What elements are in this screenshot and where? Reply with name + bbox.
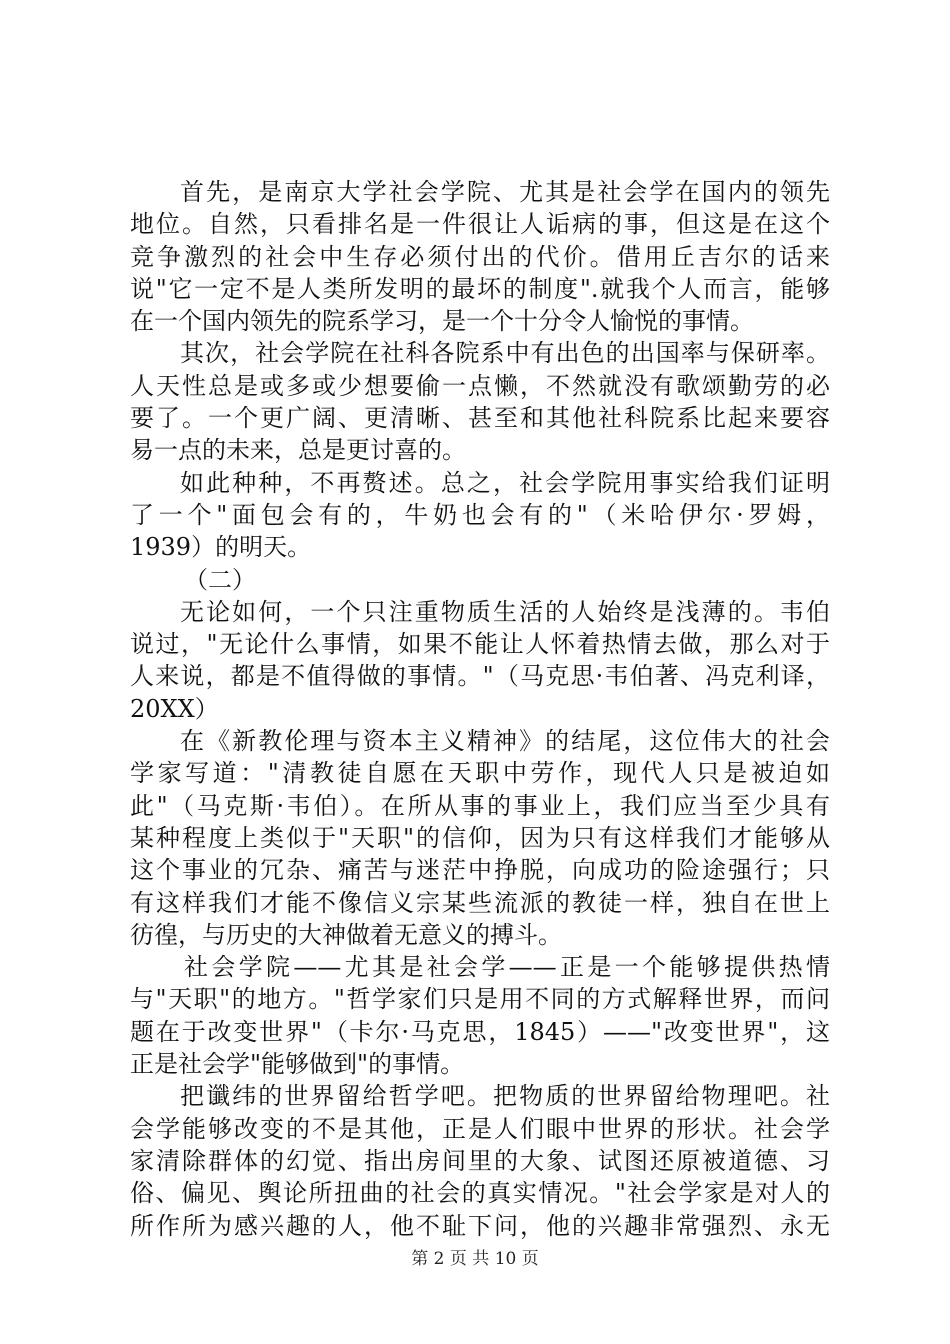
text-line: 在《新教伦理与资本主义精神》的结尾，这位伟大的社会 <box>180 727 830 756</box>
text-line: 20XX） <box>130 694 219 723</box>
text-line: 会学能够改变的不是其他，正是人们眼中世界的形状。社会学 <box>130 1114 830 1143</box>
text-line: 无论如何，一个只注重物质生活的人始终是浅薄的。韦伯 <box>180 597 830 626</box>
text-line: 地位。自然，只看排名是一件很让人诟病的事，但这是在这个 <box>130 210 830 239</box>
text-line: 与"天职"的地方。"哲学家们只是用不同的方式解释世界，而问 <box>130 985 830 1014</box>
text-line: 彷徨，与历史的大神做着无意义的搏斗。 <box>130 920 562 949</box>
text-line: 在一个国内领先的院系学习，是一个十分令人愉悦的事情。 <box>130 307 754 336</box>
text-line: 如此种种，不再赘述。总之，社会学院用事实给我们证明 <box>180 468 830 497</box>
text-line: 社会学院——尤其是社会学——正是一个能够提供热情 <box>184 953 830 982</box>
text-line: 要了。一个更广阔、更清晰、甚至和其他社科院系比起来要容 <box>130 404 830 433</box>
text-line: 1939）的明天。 <box>130 533 312 562</box>
text-line: 此"（马克斯·韦伯）。在所从事的事业上，我们应当至少具有 <box>130 791 830 820</box>
text-line: （二） <box>184 565 256 594</box>
text-line: 其次，社会学院在社科各院系中有出色的出国率与保研率。 <box>180 339 830 368</box>
text-line: 说"它一定不是人类所发明的最坏的制度".就我个人而言，能够 <box>130 274 830 303</box>
text-line: 了一个"面包会有的，牛奶也会有的"（米哈伊尔·罗姆， <box>130 500 830 529</box>
text-line: 家清除群体的幻觉、指出房间里的大象、试图还原被道德、习 <box>130 1146 830 1175</box>
text-line: 有这样我们才能不像信义宗某些流派的教徒一样，独自在世上 <box>130 888 830 917</box>
text-line: 所作所为感兴趣的人，他不耻下问，他的兴趣非常强烈、永无 <box>130 1211 830 1240</box>
text-line: 这个事业的冗杂、痛苦与迷茫中挣脱，向成功的险途强行；只 <box>130 856 830 885</box>
text-line: 说过，"无论什么事情，如果不能让人怀着热情去做，那么对于 <box>130 630 830 659</box>
text-line: 题在于改变世界"（卡尔·马克思，1845）——"改变世界"，这 <box>130 1017 830 1046</box>
text-line: 把谶纬的世界留给哲学吧。把物质的世界留给物理吧。社 <box>180 1082 830 1111</box>
document-body <box>130 176 830 1242</box>
text-line: 人来说，都是不值得做的事情。"（马克思·韦伯著、冯克利译， <box>130 662 830 691</box>
text-line: 俗、偏见、舆论所扭曲的社会的真实情况。"社会学家是对人的 <box>130 1179 830 1208</box>
text-line: 正是社会学"能够做到"的事情。 <box>130 1050 465 1079</box>
page-footer: 第 2 页 共 10 页 <box>411 1249 539 1269</box>
text-line: 首先，是南京大学社会学院、尤其是社会学在国内的领先 <box>180 178 830 206</box>
text-line: 人天性总是或多或少想要偷一点懒，不然就没有歌颂勤劳的必 <box>130 371 830 400</box>
text-line: 易一点的未来，总是更讨喜的。 <box>130 436 466 465</box>
text-line: 学家写道："清教徒自愿在天职中劳作，现代人只是被迫如 <box>130 759 830 788</box>
text-line: 竞争激烈的社会中生存必须付出的代价。借用丘吉尔的话来 <box>130 242 830 271</box>
text-line: 某种程度上类似于"天职"的信仰，因为只有这样我们才能够从 <box>130 823 830 852</box>
